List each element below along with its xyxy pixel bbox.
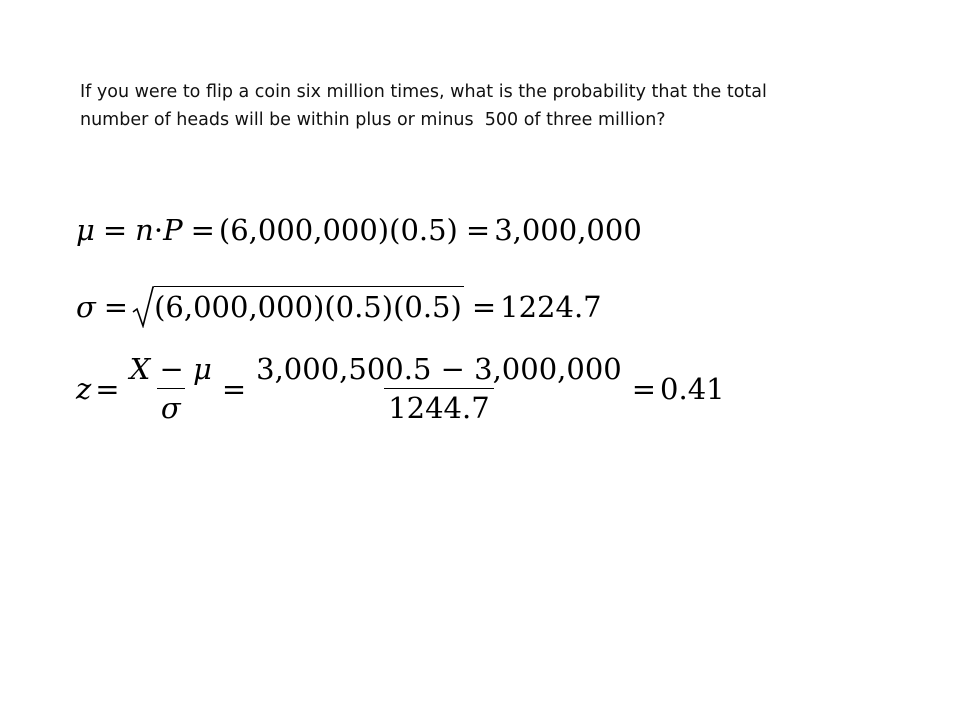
equals-sign: =: [103, 289, 129, 324]
question-text: [80, 78, 880, 134]
equals-sign: =: [190, 212, 215, 247]
equals-sign: =: [221, 371, 247, 406]
equals-sign: =: [631, 371, 657, 406]
equals-sign: =: [102, 212, 128, 247]
equals-sign: =: [465, 212, 491, 247]
p-variable: P: [163, 212, 183, 247]
fraction-numerator: X − μ: [129, 352, 212, 386]
equals-sign: =: [95, 371, 120, 406]
mu-symbol: μ: [76, 212, 95, 247]
std-result: 1224.7: [500, 289, 602, 324]
radical-icon: [132, 286, 154, 328]
mean-result: 3,000,000: [494, 212, 642, 247]
equals-sign: =: [471, 289, 497, 324]
mean-equation: [76, 212, 642, 248]
z-variable: z: [76, 371, 92, 406]
z-formula-fraction: [126, 352, 216, 425]
question-line-1: If you were to flip a coin six million times, what is the probability that the total: [80, 82, 767, 102]
fraction-denominator: 1244.7: [384, 388, 493, 423]
std-equation: [76, 284, 602, 330]
question-line-2: number of heads will be within plus or minus 500 of three million?: [80, 110, 666, 130]
radicand: (6,000,000)(0.5)(0.5): [154, 286, 464, 328]
sigma-symbol: σ: [76, 289, 96, 324]
fraction-numerator: 3,000,500.5 − 3,000,000: [256, 352, 622, 386]
fraction-denominator: σ: [157, 388, 185, 423]
z-equation: [76, 354, 725, 424]
square-root: [132, 286, 464, 328]
mean-expression: (6,000,000)(0.5): [218, 212, 458, 247]
n-variable: n: [135, 212, 154, 247]
z-result: 0.41: [660, 371, 725, 406]
dot-operator: ·: [153, 212, 164, 247]
z-value-fraction: [252, 352, 626, 425]
